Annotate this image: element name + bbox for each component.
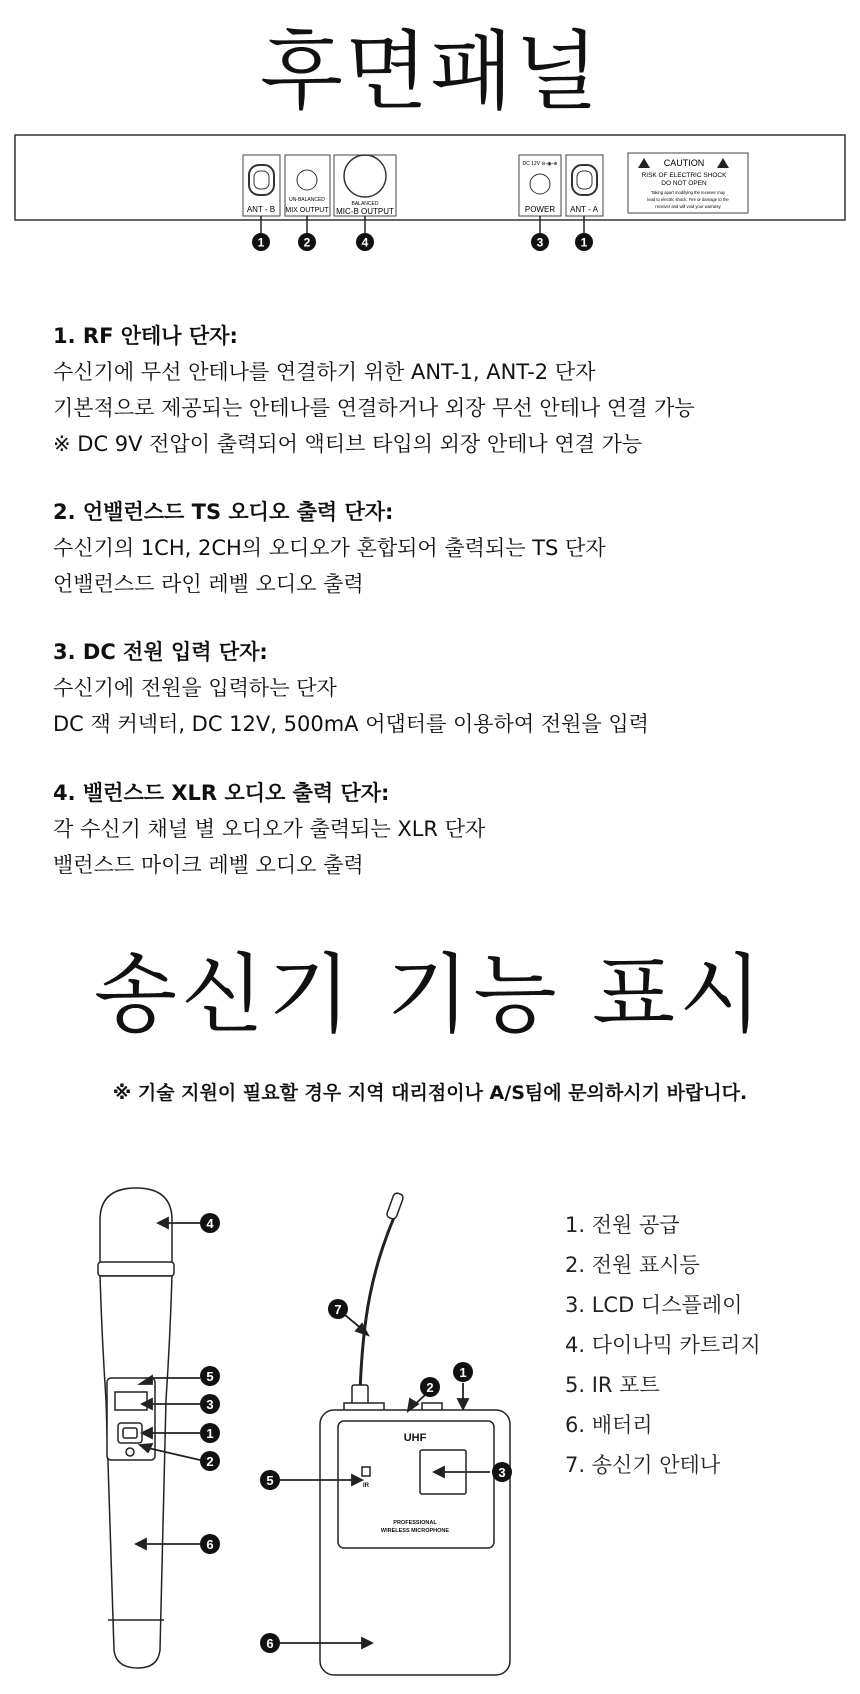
svg-text:5: 5 bbox=[206, 1369, 214, 1384]
svg-text:1: 1 bbox=[257, 235, 265, 250]
caution-title: CAUTION bbox=[663, 158, 705, 168]
section-balanced-xlr bbox=[53, 775, 485, 883]
legend-item: 4. 다이나믹 카트리지 bbox=[565, 1333, 761, 1357]
svg-text:3: 3 bbox=[536, 235, 544, 250]
caution-line5: receiver and will void your warranty bbox=[655, 204, 721, 209]
bodypack-antenna bbox=[360, 1215, 395, 1393]
marker-3 bbox=[531, 233, 549, 251]
svg-text:6: 6 bbox=[206, 1537, 214, 1552]
section-line: 기본적으로 제공되는 안테나를 연결하거나 외장 무선 안테나 연결 가능 bbox=[53, 396, 695, 420]
section-line: 각 수신기 채널 별 오디오가 출력되는 XLR 단자 bbox=[53, 817, 486, 841]
mic-grille bbox=[100, 1188, 172, 1265]
caution-line3: Taking apart modifying the receiver may bbox=[650, 190, 726, 195]
section-rf-antenna bbox=[53, 318, 695, 462]
svg-text:2: 2 bbox=[303, 235, 311, 250]
section-line: DC 잭 커넥터, DC 12V, 500mA 어댑터를 이용하여 전원을 입력 bbox=[53, 712, 649, 736]
balanced-label: BALANCED bbox=[351, 201, 379, 207]
marker-3 bbox=[492, 1462, 512, 1482]
power-spec-label: DC 12V ⊖-◉-⊕ bbox=[522, 161, 558, 167]
ant-b-label: ANT - B bbox=[246, 205, 276, 214]
section-heading: 3. DC 전원 입력 단자: bbox=[53, 640, 268, 664]
marker-6 bbox=[260, 1633, 280, 1653]
svg-text:1: 1 bbox=[206, 1426, 214, 1441]
marker-1 bbox=[453, 1362, 473, 1382]
marker-1 bbox=[252, 233, 270, 251]
section-line: 언밸런스드 라인 레벨 오디오 출력 bbox=[53, 572, 364, 596]
power-label: POWER bbox=[524, 205, 556, 214]
svg-text:2: 2 bbox=[206, 1454, 214, 1469]
svg-text:3: 3 bbox=[206, 1397, 214, 1412]
rear-panel-diagram bbox=[0, 125, 860, 255]
section-dc-power bbox=[53, 634, 649, 742]
legend-item: 6. 배터리 bbox=[565, 1413, 653, 1437]
unbalanced-label: UN-BALANCED bbox=[289, 197, 325, 203]
svg-text:2: 2 bbox=[426, 1380, 434, 1395]
section-line: 수신기에 무선 안테나를 연결하기 위한 ANT-1, ANT-2 단자 bbox=[53, 360, 596, 384]
marker-2 bbox=[200, 1451, 220, 1471]
marker-4 bbox=[200, 1213, 220, 1233]
function-legend bbox=[565, 1205, 761, 1485]
mic-lcd bbox=[115, 1392, 147, 1410]
marker-5 bbox=[200, 1366, 220, 1386]
marker-2 bbox=[420, 1377, 440, 1397]
section-line: 수신기에 전원을 입력하는 단자 bbox=[53, 676, 337, 700]
bodypack-line1: PROFESSIONAL bbox=[393, 1520, 437, 1526]
marker-4 bbox=[356, 233, 374, 251]
section-heading: 1. RF 안테나 단자: bbox=[53, 324, 238, 348]
section-line: 수신기의 1CH, 2CH의 오디오가 혼합되어 출력되는 TS 단자 bbox=[53, 536, 606, 560]
rear-panel-title: 후면패널 bbox=[259, 22, 601, 122]
svg-text:4: 4 bbox=[206, 1216, 214, 1231]
mic-led bbox=[126, 1448, 134, 1456]
support-note: ※ 기술 지원이 필요할 경우 지역 대리점이나 A/S팀에 문의하시기 바랍니다. bbox=[112, 1082, 748, 1104]
caution-line1: RISK OF ELECTRIC SHOCK bbox=[641, 172, 727, 179]
mix-output-label: MIX OUTPUT bbox=[285, 207, 329, 214]
section-heading: 2. 언밸런스드 TS 오디오 출력 단자: bbox=[53, 500, 394, 524]
ant-a-label: ANT - A bbox=[570, 205, 598, 214]
svg-text:1: 1 bbox=[580, 235, 588, 250]
marker-1 bbox=[200, 1423, 220, 1443]
bodypack-line2: WIRELESS MICROPHONE bbox=[380, 1528, 450, 1534]
svg-text:5: 5 bbox=[266, 1473, 274, 1488]
marker-2 bbox=[298, 233, 316, 251]
legend-item: 2. 전원 표시등 bbox=[565, 1253, 700, 1277]
legend-item: 7. 송신기 안테나 bbox=[565, 1453, 721, 1477]
legend-item: 1. 전원 공급 bbox=[565, 1213, 680, 1237]
transmitter-title: 송신기 기능 표시 bbox=[93, 945, 767, 1045]
marker-5 bbox=[260, 1470, 280, 1490]
caution-line4: lead to electric shock. Fire or damage to the bbox=[647, 197, 729, 202]
svg-text:3: 3 bbox=[498, 1465, 506, 1480]
handheld-mic-diagram bbox=[60, 1180, 230, 1680]
marker-7 bbox=[328, 1299, 348, 1319]
bodypack-diagram bbox=[250, 1185, 530, 1685]
legend-item: 3. LCD 디스플레이 bbox=[565, 1293, 743, 1317]
bodypack-ir-label: IR bbox=[363, 1483, 369, 1489]
svg-text:7: 7 bbox=[334, 1302, 342, 1317]
caution-line2: DO NOT OPEN bbox=[661, 180, 707, 187]
section-unbalanced-ts bbox=[53, 494, 606, 602]
svg-text:4: 4 bbox=[361, 235, 369, 250]
marker-1 bbox=[575, 233, 593, 251]
bodypack-ir-port bbox=[362, 1467, 370, 1476]
svg-text:1: 1 bbox=[459, 1365, 467, 1380]
mic-b-output-label: MIC-B OUTPUT bbox=[336, 207, 394, 216]
legend-item: 5. IR 포트 bbox=[565, 1373, 660, 1397]
section-line: ※ DC 9V 전압이 출력되어 액티브 타입의 외장 안테나 연결 가능 bbox=[53, 432, 643, 456]
bodypack-brand: UHF bbox=[403, 1432, 427, 1444]
section-heading: 4. 밸런스드 XLR 오디오 출력 단자: bbox=[53, 781, 390, 805]
marker-3 bbox=[200, 1394, 220, 1414]
section-line: 밸런스드 마이크 레벨 오디오 출력 bbox=[53, 853, 364, 877]
marker-6 bbox=[200, 1534, 220, 1554]
svg-text:6: 6 bbox=[266, 1636, 274, 1651]
mic-body bbox=[100, 1276, 172, 1668]
